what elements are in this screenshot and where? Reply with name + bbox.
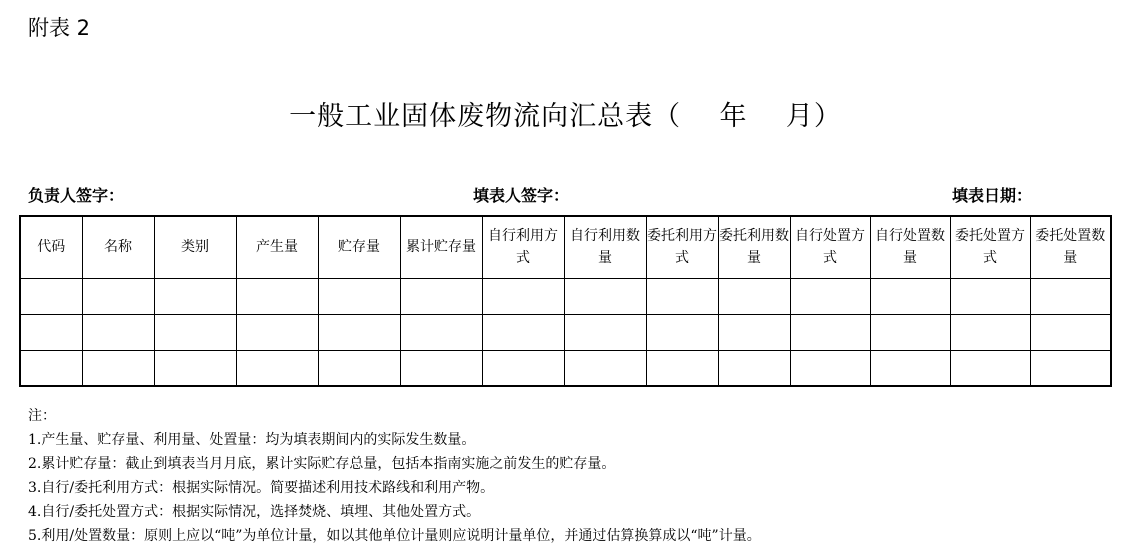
table-cell[interactable] [646,314,718,350]
table-cell[interactable] [1030,278,1111,314]
responsible-signature-label: 负责人签字： [28,186,125,205]
table-cell[interactable] [564,278,646,314]
table-cell[interactable] [20,350,82,386]
waste-flow-table [19,215,1112,387]
col-header-self-disposal-method: 自行处置方式 [790,216,870,278]
note-item: 4.自行/委托处置方式：根据实际情况，选择焚烧、填埋、其他处置方式。 [28,504,481,520]
table-cell[interactable] [950,350,1030,386]
col-header-entrusted-disposal-method: 委托处置方式 [950,216,1030,278]
table-cell[interactable] [236,350,318,386]
col-header-entrusted-disposal-amount: 委托处置数量 [1030,216,1111,278]
table-cell[interactable] [154,350,236,386]
table-cell[interactable] [564,314,646,350]
col-header-name: 名称 [82,216,154,278]
table-cell[interactable] [950,278,1030,314]
table-cell[interactable] [870,314,950,350]
table-cell[interactable] [20,314,82,350]
col-header-cumulative-stored: 累计贮存量 [400,216,482,278]
col-header-self-use-amount: 自行利用数量 [564,216,646,278]
table-cell[interactable] [20,278,82,314]
table-cell[interactable] [318,278,400,314]
table-cell[interactable] [236,314,318,350]
table-cell[interactable] [564,350,646,386]
notes-section [28,404,761,548]
table-cell[interactable] [718,314,790,350]
table-row [20,278,1111,314]
table-cell[interactable] [82,350,154,386]
table-cell[interactable] [1030,314,1111,350]
table-cell[interactable] [646,278,718,314]
table-cell[interactable] [82,314,154,350]
note-item: 3.自行/委托利用方式：根据实际情况。简要描述利用技术路线和利用产物。 [28,480,495,496]
table-row [20,314,1111,350]
table-cell[interactable] [318,350,400,386]
col-header-self-disposal-amount: 自行处置数量 [870,216,950,278]
table-cell[interactable] [718,350,790,386]
table-cell[interactable] [318,314,400,350]
table-cell[interactable] [400,350,482,386]
note-item: 5.利用/处置数量：原则上应以“吨”为单位计量，如以其他单位计量则应说明计量单位，并通过估算换算成以“吨”计量。 [28,528,761,544]
table-cell[interactable] [718,278,790,314]
filler-signature-label: 填表人签字： [473,186,570,205]
table-cell[interactable] [154,278,236,314]
table-row [20,350,1111,386]
table-cell[interactable] [790,278,870,314]
col-header-entrusted-use-amount: 委托利用数量 [718,216,790,278]
table-cell[interactable] [482,314,564,350]
col-header-self-use-method: 自行利用方式 [482,216,564,278]
table-cell[interactable] [82,278,154,314]
note-item: 2.累计贮存量：截止到填表当月月底，累计实际贮存总量，包括本指南实施之前发生的贮存量。 [28,456,616,472]
table-cell[interactable] [400,314,482,350]
col-header-code: 代码 [20,216,82,278]
table-cell[interactable] [790,350,870,386]
appendix-label: 附表 2 [28,16,91,40]
table-cell[interactable] [1030,350,1111,386]
table-cell[interactable] [790,314,870,350]
table-cell[interactable] [646,350,718,386]
table-cell[interactable] [236,278,318,314]
fill-date-label: 填表日期： [952,186,1033,205]
col-header-category: 类别 [154,216,236,278]
table-cell[interactable] [870,350,950,386]
col-header-entrusted-use-method: 委托利用方式 [646,216,718,278]
table-cell[interactable] [950,314,1030,350]
table-cell[interactable] [154,314,236,350]
page-title: 一般工业固体废物流向汇总表（ 年 月） [289,101,842,132]
col-header-generated: 产生量 [236,216,318,278]
table-cell[interactable] [482,350,564,386]
col-header-stored: 贮存量 [318,216,400,278]
notes-heading: 注： [28,408,56,424]
table-cell[interactable] [400,278,482,314]
note-item: 1.产生量、贮存量、利用量、处置量：均为填表期间内的实际发生数量。 [28,432,476,448]
table-cell[interactable] [870,278,950,314]
table-cell[interactable] [482,278,564,314]
table-header-row [20,216,1111,278]
